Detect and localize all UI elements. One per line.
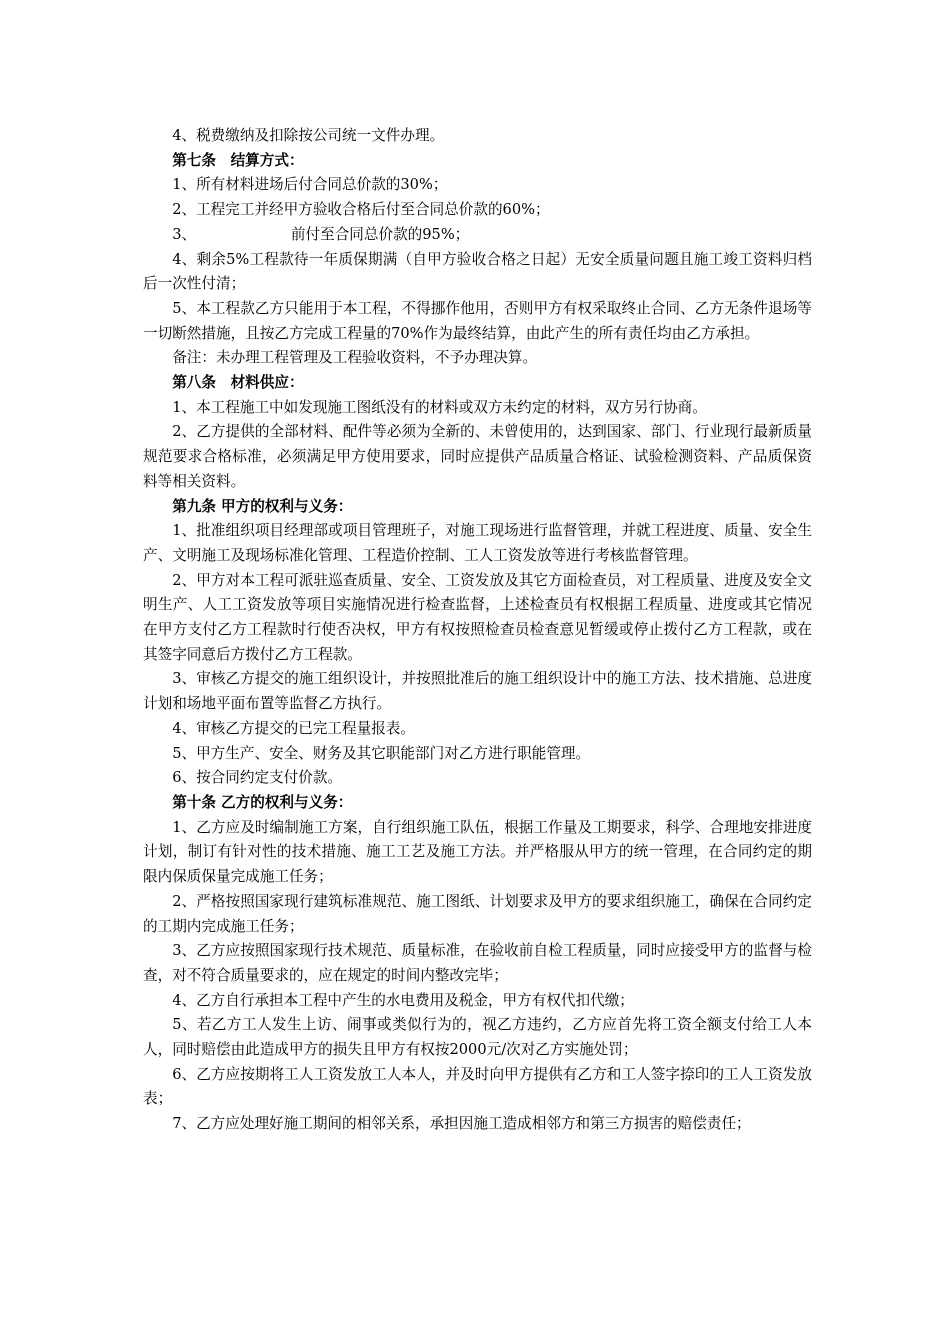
clause-paragraph: 4、税费缴纳及扣除按公司统一文件办理。 xyxy=(172,127,445,144)
clause-paragraph: 2、工程完工并经甲方验收合格后付至合同总价款的60%； xyxy=(172,201,550,219)
clause-paragraph: 1、批准组织项目经理部或项目管理班子，对施工现场进行监督管理，并就工程进度、质量、安全生产、文明施工及现场标准化管理、工程造价控制、工人工资发放等进行考核监督管理。 xyxy=(143,522,812,564)
clause-paragraph: 3、审核乙方提交的施工组织设计，并按照批准后的施工组织设计中的施工方法、技术措施、总进度计划和场地平面布置等监督乙方执行。 xyxy=(143,670,812,713)
clause-paragraph: 5、若乙方工人发生上访、闹事或类似行为的，视乙方违约，乙方应首先将工资全额支付给工人本人，同时赔偿由此造成甲方的损失且甲方有权按2000元/次对乙方实施处罚； xyxy=(143,1016,812,1059)
article-heading: 第九条 甲方的权利与义务： xyxy=(172,497,353,515)
clause-paragraph: 1、乙方应及时编制施工方案，自行组织施工队伍，根据工作量及工期要求，科学、合理地安排进度计划，制订有针对性的技术措施、施工工艺及施工方法。并严格服从甲方的统一管理，在合同约定的期限内保质保量完成施工任务； xyxy=(143,818,812,886)
clause-paragraph: 4、乙方自行承担本工程中产生的水电费用及税金，甲方有权代扣代缴； xyxy=(172,991,634,1009)
clause-paragraph: 6、乙方应按期将工人工资发放工人本人，并及时向甲方提供有乙方和工人签字捺印的工人工资发放表； xyxy=(143,1065,812,1108)
article-heading: 第十条 乙方的权利与义务： xyxy=(172,793,353,811)
clause-paragraph: 3、 前付至合同总价款的95%； xyxy=(172,225,470,243)
clause-paragraph: 1、所有材料进场后付合同总价款的30%； xyxy=(172,176,448,194)
clause-paragraph: 2、甲方对本工程可派驻巡查质量、安全、工资发放及其它方面检查员，对工程质量、进度及安全文明生产、人工工资发放等项目实施情况进行检查监督，上述检查员有权根据工程质量、进度或其它情况在甲方支付乙方工程款时行使否决权，甲方有权按照检查员检查意见暂缓或停止拨付乙方工程款，或在其签字同意后方拨付乙方工程款。 xyxy=(143,571,812,663)
clause-paragraph: 3、乙方应按照国家现行技术规范、质量标准，在验收前自检工程质量，同时应接受甲方的监督与检查，对不符合质量要求的，应在规定的时间内整改完毕； xyxy=(143,942,812,984)
clause-paragraph: 5、甲方生产、安全、财务及其它职能部门对乙方进行职能管理。 xyxy=(172,744,591,762)
clause-paragraph: 6、按合同约定支付价款。 xyxy=(172,769,343,787)
clause-paragraph: 4、审核乙方提交的已完工程量报表。 xyxy=(172,719,415,737)
contract-body xyxy=(143,124,812,1137)
clause-paragraph: 5、本工程款乙方只能用于本工程，不得挪作他用，否则甲方有权采取终止合同、乙方无条件退场等一切断然措施，且按乙方完成工程量的70%作为最终结算，由此产生的所有责任均由乙方承担。 xyxy=(143,299,812,342)
article-heading: 第八条 材料供应： xyxy=(172,374,304,392)
article-heading: 第七条 结算方式： xyxy=(172,151,304,169)
clause-paragraph: 2、严格按照国家现行建筑标准规范、施工图纸、计划要求及甲方的要求组织施工，确保在合同约定的工期内完成施工任务； xyxy=(143,892,812,935)
clause-paragraph: 2、乙方提供的全部材料、配件等必须为全新的、未曾使用的，达到国家、部门、行业现行最新质量规范要求合格标准，必须满足甲方使用要求，同时应提供产品质量合格证、试验检测资料、产品质保资料等相关资料。 xyxy=(143,423,812,490)
clause-paragraph: 4、剩余5%工程款待一年质保期满（自甲方验收合格之日起）无安全质量问题且施工竣工资料归档后一次性付清； xyxy=(143,250,812,293)
clause-paragraph: 备注：未办理工程管理及工程验收资料，不予办理决算。 xyxy=(172,349,538,367)
clause-paragraph: 7、乙方应处理好施工期间的相邻关系，承担因施工造成相邻方和第三方损害的赔偿责任； xyxy=(172,1115,751,1133)
clause-paragraph: 1、本工程施工中如发现施工图纸没有的材料或双方未约定的材料，双方另行协商。 xyxy=(172,398,707,416)
